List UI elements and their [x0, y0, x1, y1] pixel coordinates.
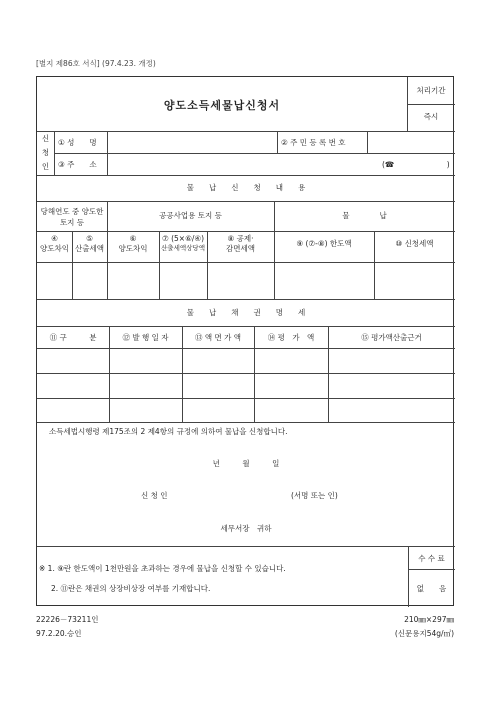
name-label: ① 성 명	[58, 138, 97, 147]
bond-col-valuation-basis: ⑮ 평가액산출근거	[361, 333, 422, 342]
note-2: 2. ⑪란은 채권의 상장비상장 여부를 기재합니다.	[51, 584, 211, 593]
form-title: 양도소득세물납신청서	[163, 99, 281, 112]
transferred-land-header: 당해연도 중 양도한 토지 등	[40, 207, 104, 227]
form-number-note: [별지 제86호 서식] (97.4.23. 개정)	[36, 59, 156, 68]
declaration-statement: 소득세법시행령 제175조의 2 제4항의 규정에 의하여 물납을 신청합니다.	[49, 427, 288, 436]
paper-size: 210㎜×297㎜	[404, 615, 454, 624]
applicant-group-label-3: 인	[41, 162, 50, 171]
bond-row-2[interactable]	[37, 374, 455, 397]
payment-data-row[interactable]	[37, 263, 455, 298]
bond-section-title: 물 납 채 권 명 세	[186, 308, 306, 317]
public-project-land-header: 공공사업용 토지 등	[159, 211, 222, 220]
bond-row-3[interactable]	[37, 399, 455, 422]
bond-row-1[interactable]	[37, 349, 455, 372]
paper-type: (신문용지54g/㎡)	[394, 629, 454, 638]
col4-label: 양도차익	[40, 244, 69, 253]
col8-num: ⑧	[227, 234, 235, 243]
note-1: ※ 1. ⑨란 한도액이 1천만원을 초과하는 경우에 물납을 신청할 수 있습니다.	[39, 564, 286, 573]
col8-label: 감면세액	[226, 244, 255, 253]
processing-period-label: 처리기간	[416, 86, 446, 95]
col5-num: ⑤	[86, 234, 93, 243]
payment-section-title: 물 납 신 청 내 용	[186, 183, 306, 192]
application-form	[36, 76, 454, 606]
fee-value: 없 음	[416, 584, 447, 593]
bond-col-issue-date: ⑫ 발 행 일 자	[122, 333, 169, 342]
resident-number-label: ② 주 민 등 록 번 호	[281, 138, 346, 147]
applicant-group-label-1: 신	[41, 134, 50, 143]
col7-label: 산출세액상당액	[161, 244, 205, 252]
name-field[interactable]	[108, 132, 276, 152]
bond-col-category: ⑪ 구 분	[49, 333, 97, 342]
resident-number-field[interactable]	[368, 132, 454, 152]
bond-col-appraised-value: ⑭ 평 가 액	[267, 333, 315, 342]
col7-header	[159, 235, 207, 243]
address-label: ③ 주 소	[58, 160, 97, 169]
payment-in-kind-header: 물 납	[342, 211, 387, 220]
print-code: 22226－73211인	[36, 615, 99, 624]
col5-label: 산출세액	[75, 244, 104, 253]
col6-label: 양도차익	[118, 244, 148, 253]
processing-period-value: 즉시	[423, 112, 439, 121]
col10-num: ⑩	[395, 239, 403, 248]
col9-num: ⑨	[296, 239, 304, 248]
date-line[interactable]: 년 월 일	[212, 459, 280, 468]
col9-label: (⑦-⑧) 한도액	[305, 239, 352, 248]
col7-num: ⑦	[161, 234, 169, 243]
col10-header	[374, 240, 455, 248]
col10-label: 신청세액	[404, 239, 434, 248]
col9-header	[274, 240, 374, 248]
sign-or-seal-hint[interactable]: (서명 또는 인)	[291, 491, 338, 500]
col4-num: ④	[51, 234, 58, 243]
tax-office-recipient: 세무서장 귀하	[220, 524, 272, 533]
col6-num: ⑥	[129, 234, 137, 243]
applicant-group-label-2: 청	[41, 148, 50, 157]
col8-header	[207, 235, 274, 243]
phone-field[interactable]: (☎ )	[382, 160, 450, 169]
col8-label-a: 공제·	[236, 234, 254, 243]
address-field[interactable]	[108, 154, 378, 174]
applicant-sign-label: 신 청 인	[141, 491, 168, 500]
bond-col-face-value: ⑬ 액 면 가 액	[194, 333, 242, 342]
col7-formula: (5×⑥/④)	[171, 234, 204, 243]
fee-label: 수 수 료	[418, 554, 445, 563]
approval-date: 97.2.20.승인	[36, 629, 82, 638]
